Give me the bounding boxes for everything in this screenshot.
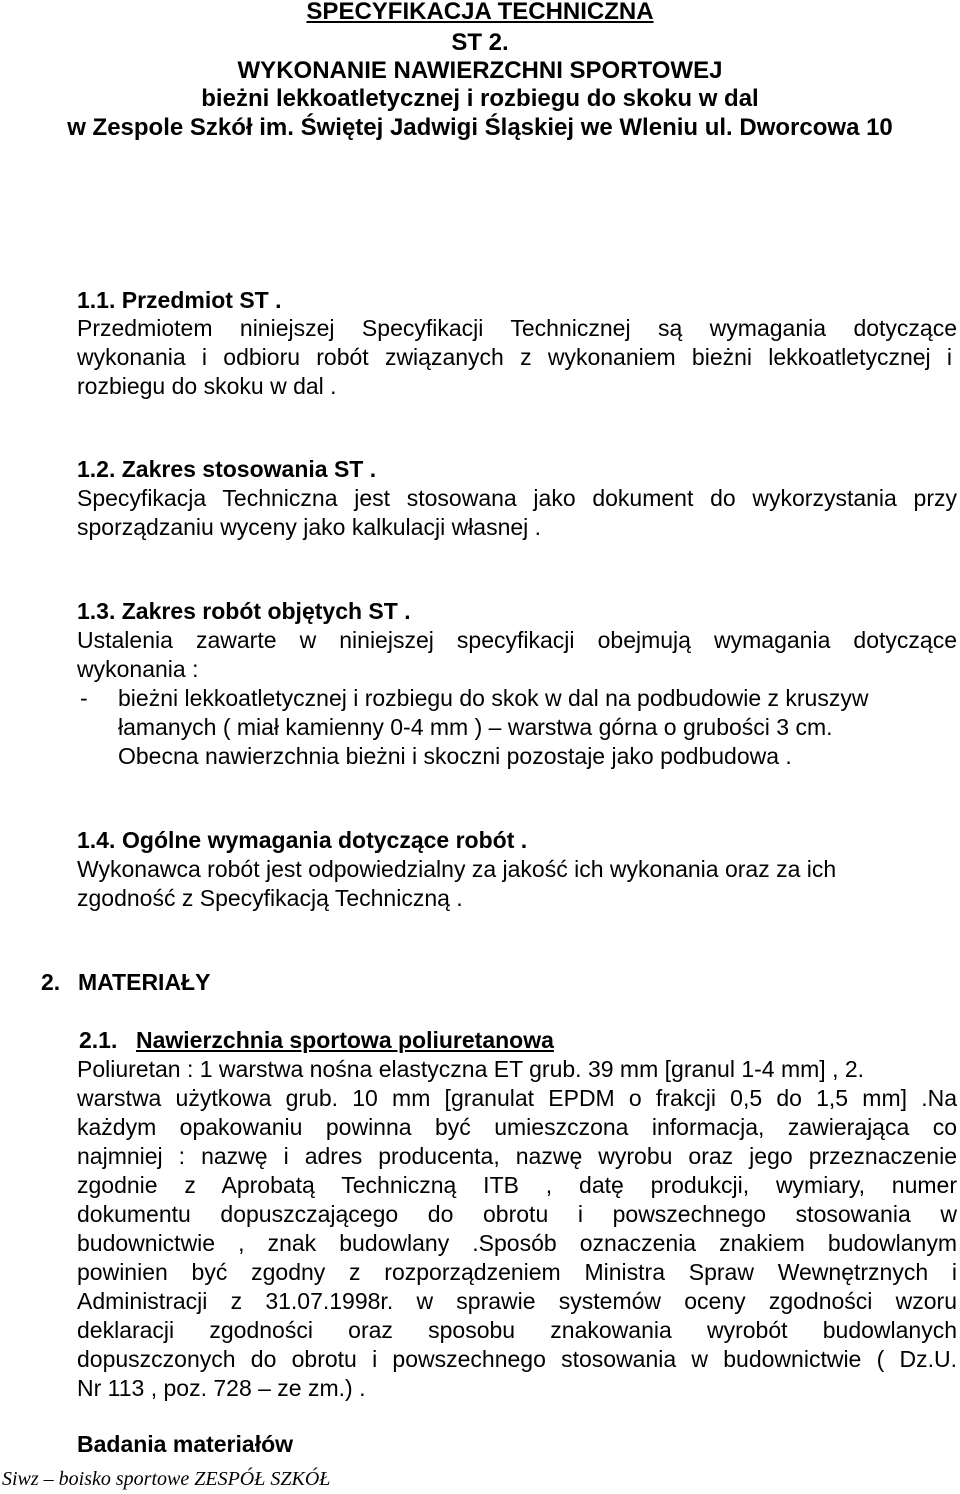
- bullet-line: bieżni lekkoatletycznej i rozbiegu do skok w dal na podbudowie z kruszyw: [118, 685, 869, 711]
- section-1-1-line: wykonania i odbioru robót związanych z wykonaniem bieżni lekkoatletycznej i: [77, 344, 952, 370]
- doc-subject-detail: bieżni lekkoatletycznej i rozbiegu do skoku w dal: [201, 85, 759, 112]
- section-2-1-line: warstwa użytkowa grub. 10 mm [granulat EPDM o frakcji 0,5 do 1,5 mm] .Na: [77, 1085, 957, 1111]
- section-2-1-line: powinien być zgodny z rozporządzeniem Ministra Spraw Wewnętrznych i: [77, 1259, 957, 1285]
- section-2-1-number: 2.1.: [79, 1027, 118, 1053]
- section-1-3-line: wykonania :: [77, 656, 199, 682]
- section-2-1-line: deklaracji zgodności oraz sposobu znakowania wyrobót budowlanych: [77, 1317, 957, 1343]
- section-2-1-line: każdym opakowaniu powinna być umieszczona informacja, zawierająca co: [77, 1114, 957, 1140]
- section-2-heading: MATERIAŁY: [78, 969, 211, 995]
- section-2-1-line: zgodnie z Aprobatą Techniczną ITB , datę produkcji, wymiary, numer: [77, 1172, 957, 1198]
- section-1-4-number: 1.4.: [77, 827, 116, 853]
- section-1-3-line: Ustalenia zawarte w niniejszej specyfikacji obejmują wymagania dotyczące: [77, 627, 957, 653]
- section-2-1-line: budownictwie , znak budowlany .Sposób oznaczenia znakiem budowlanym: [77, 1230, 957, 1256]
- section-1-1-line: rozbiegu do skoku w dal .: [77, 373, 337, 399]
- section-1-4-line: zgodność z Specyfikacją Techniczną .: [77, 885, 463, 911]
- doc-subject: WYKONANIE NAWIERZCHNI SPORTOWEJ: [237, 57, 723, 84]
- badania-heading: Badania materiałów: [77, 1431, 294, 1457]
- section-2-1-line: Administracji z 31.07.1998r. w sprawie systemów oceny zgodności wzoru: [77, 1288, 957, 1314]
- section-2-1-line: najmniej : nazwę i adres producenta, nazwę wyrobu oraz jego przeznaczenie: [77, 1143, 957, 1169]
- page-footer: Siwz – boisko sportowe ZESPÓŁ SZKÓŁ: [2, 1468, 331, 1490]
- section-1-4-heading: Ogólne wymagania dotyczące robót .: [122, 827, 528, 853]
- section-2-1-line: dopuszczonych do obrotu i powszechnego stosowania w budownictwie ( Dz.U.: [77, 1346, 957, 1372]
- section-2-1-heading: Nawierzchnia sportowa poliuretanowa: [136, 1027, 554, 1053]
- section-1-1-line: Przedmiotem niniejszej Specyfikacji Technicznej są wymagania dotyczące: [77, 315, 957, 341]
- doc-title: SPECYFIKACJA TECHNICZNA: [306, 0, 654, 25]
- doc-location: w Zespole Szkół im. Świętej Jadwigi Śląskiej we Wleniu ul. Dworcowa 10: [67, 114, 893, 141]
- section-2-1-line: Nr 113 , poz. 728 – ze zm.) .: [77, 1375, 366, 1401]
- section-1-1-heading: 1.1. Przedmiot ST .: [77, 287, 282, 313]
- section-1-2-line: Specyfikacja Techniczna jest stosowana jako dokument do wykorzystania przy: [77, 485, 957, 511]
- bullet-line: łamanych ( miał kamienny 0-4 mm ) – warstwa górna o grubości 3 cm.: [118, 714, 833, 740]
- section-2-1-line: dokumentu dopuszczającego do obrotu i powszechnego stosowania w: [77, 1201, 957, 1227]
- section-2-1-line: Poliuretan : 1 warstwa nośna elastyczna ET grub. 39 mm [granul 1-4 mm] , 2.: [77, 1056, 865, 1082]
- section-1-2-line: sporządzaniu wyceny jako kalkulacji własnej .: [77, 514, 542, 540]
- doc-code: ST 2.: [451, 29, 509, 56]
- bullet-dash: -: [80, 685, 88, 711]
- section-1-2-heading: 1.2. Zakres stosowania ST .: [77, 456, 377, 482]
- bullet-line: Obecna nawierzchnia bieżni i skoczni pozostaje jako podbudowa .: [118, 743, 792, 769]
- section-1-4-line: Wykonawca robót jest odpowiedzialny za jakość ich wykonania oraz za ich: [77, 856, 837, 882]
- section-1-3-heading: 1.3. Zakres robót objętych ST .: [77, 598, 411, 624]
- section-2-number: 2.: [41, 969, 61, 995]
